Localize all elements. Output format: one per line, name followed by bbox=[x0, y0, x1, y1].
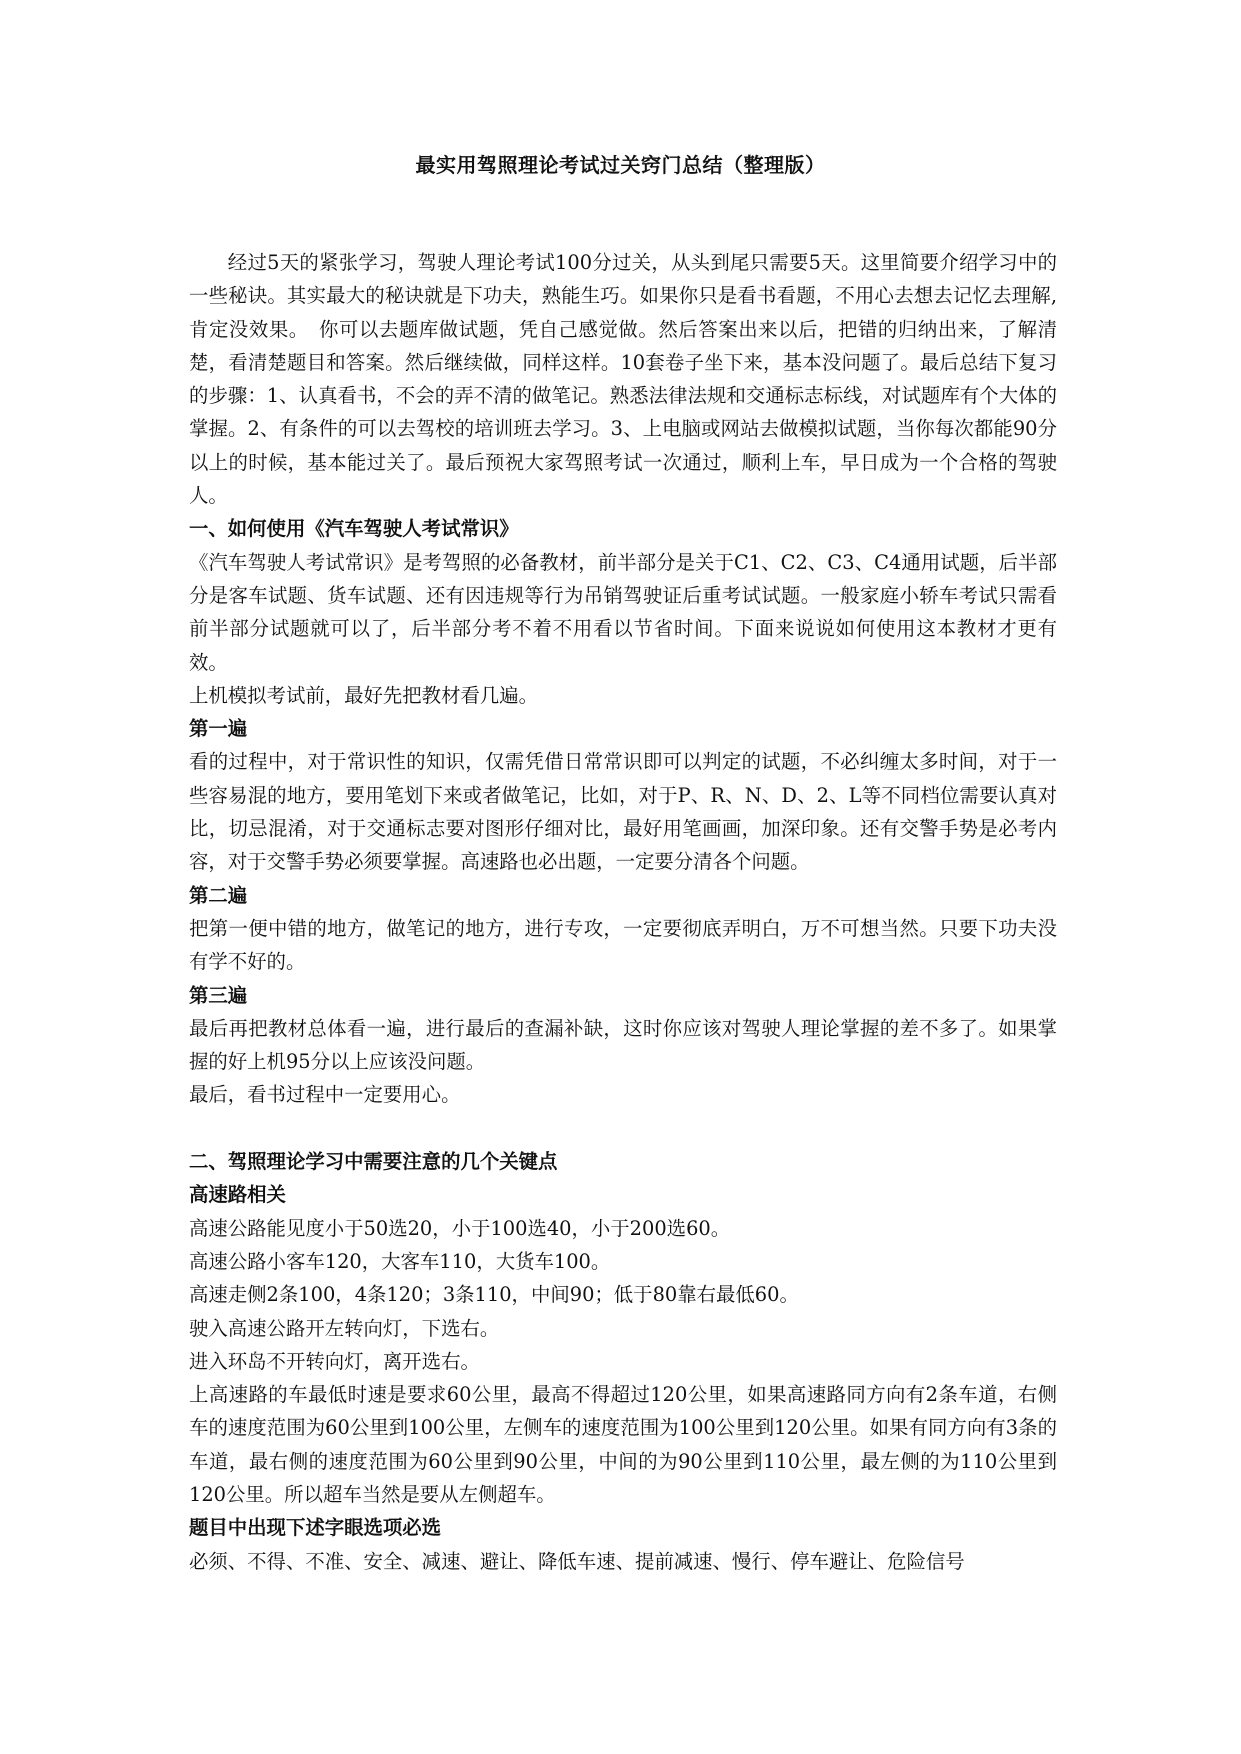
highway-line: 上高速路的车最低时速是要求60公里，最高不得超过120公里，如果高速路同方向有2条车道，右侧车的速度范围为60公里到100公里，左侧车的速度范围为100公里到120公里。如果有同方向有3条的车道，最右侧的速度范围为60公里到90公里，中间的为90公里到110公里，最左侧的为110公里到120公里。所以超车当然是要从左侧超车。 bbox=[189, 1383, 1057, 1506]
document-body bbox=[189, 246, 1057, 1578]
highway-line: 驶入高速公路开左转向灯，下选右。 bbox=[189, 1316, 500, 1340]
highway-line: 高速走侧2条100，4条120；3条110，中间90；低于80靠右最低60。 bbox=[189, 1283, 799, 1307]
highway-line: 高速公路能见度小于50选20，小于100选40，小于200选60。 bbox=[189, 1216, 731, 1240]
third-pass-text: 最后再把教材总体看一遍，进行最后的查漏补缺，这时你应该对驾驶人理论掌握的差不多了。如果掌握的好上机95分以上应该没问题。 bbox=[189, 1016, 1057, 1074]
section-1-paragraph: 《汽车驾驶人考试常识》是考驾照的必备教材，前半部分是关于C1、C2、C3、C4通用试题，后半部分是客车试题、货车试题、还有因违规等行为吊销驾驶证后重考试试题。一般家庭小轿车考试只需看前半部分试题就可以了，后半部分考不着不用看以节省时间。下面来说说如何使用这本教材才更有效。 bbox=[189, 550, 1057, 674]
section-1-note: 上机模拟考试前，最好先把教材看几遍。 bbox=[189, 683, 539, 707]
third-pass-heading: 第三遍 bbox=[189, 983, 248, 1007]
second-pass-text: 把第一便中错的地方，做笔记的地方，进行专攻，一定要彻底弄明白，万不可想当然。只要下功夫没有学不好的。 bbox=[189, 916, 1057, 974]
section-1-heading: 一、如何使用《汽车驾驶人考试常识》 bbox=[189, 517, 519, 541]
section-1-closing: 最后，看书过程中一定要用心。 bbox=[189, 1083, 461, 1107]
intro-paragraph: 经过5天的紧张学习，驾驶人理论考试100分过关，从头到尾只需要5天。这里简要介绍学习中的一些秘诀。其实最大的秘诀就是下功夫，熟能生巧。如果你只是看书看题，不用心去想去记忆去理解,肯定没效果。 你可以去题库做试题，凭自己感觉做。然后答案出来以后，把错的归纳出来，了解清楚，看清楚题目和答案。然后继续做，同样这样。10套卷子坐下来，基本没问题了。最后总结下复习的步骤：1、认真看书，不会的弄不清的做笔记。熟悉法律法规和交通标志标线，对试题库有个大体的掌握。2、有条件的可以去驾校的培训班去学习。3、上电脑或网站去做模拟试题，当你每次都能90分以上的时候，基本能过关了。最后预祝大家驾照考试一次通过，顺利上车，早日成为一个合格的驾驶人。 bbox=[189, 251, 1057, 508]
highway-line: 进入环岛不开转向灯，离开选右。 bbox=[189, 1349, 480, 1373]
blank-line bbox=[189, 1112, 1057, 1145]
keywords-text: 必须、不得、不准、安全、减速、避让、降低车速、提前减速、慢行、停车避让、危险信号 bbox=[189, 1549, 965, 1573]
second-pass-heading: 第二遍 bbox=[189, 883, 248, 907]
document-title: 最实用驾照理论考试过关窍门总结（整理版） bbox=[415, 153, 826, 177]
highway-line: 高速公路小客车120，大客车110，大货车100。 bbox=[189, 1249, 611, 1273]
highway-heading: 高速路相关 bbox=[189, 1183, 286, 1207]
first-pass-text: 看的过程中，对于常识性的知识，仅需凭借日常常识即可以判定的试题，不必纠缠太多时间，对于一些容易混的地方，要用笔划下来或者做笔记，比如，对于P、R、N、D、2、L等不同档位需要认真对比，切忌混淆，对于交通标志要对图形仔细对比，最好用笔画画，加深印象。还有交警手势是必考内容，对于交警手势必须要掌握。高速路也必出题，一定要分清各个问题。 bbox=[189, 750, 1057, 874]
keywords-heading: 题目中出现下述字眼选项必选 bbox=[189, 1516, 442, 1540]
first-pass-heading: 第一遍 bbox=[189, 717, 248, 741]
section-2-heading: 二、驾照理论学习中需要注意的几个关键点 bbox=[189, 1150, 558, 1174]
